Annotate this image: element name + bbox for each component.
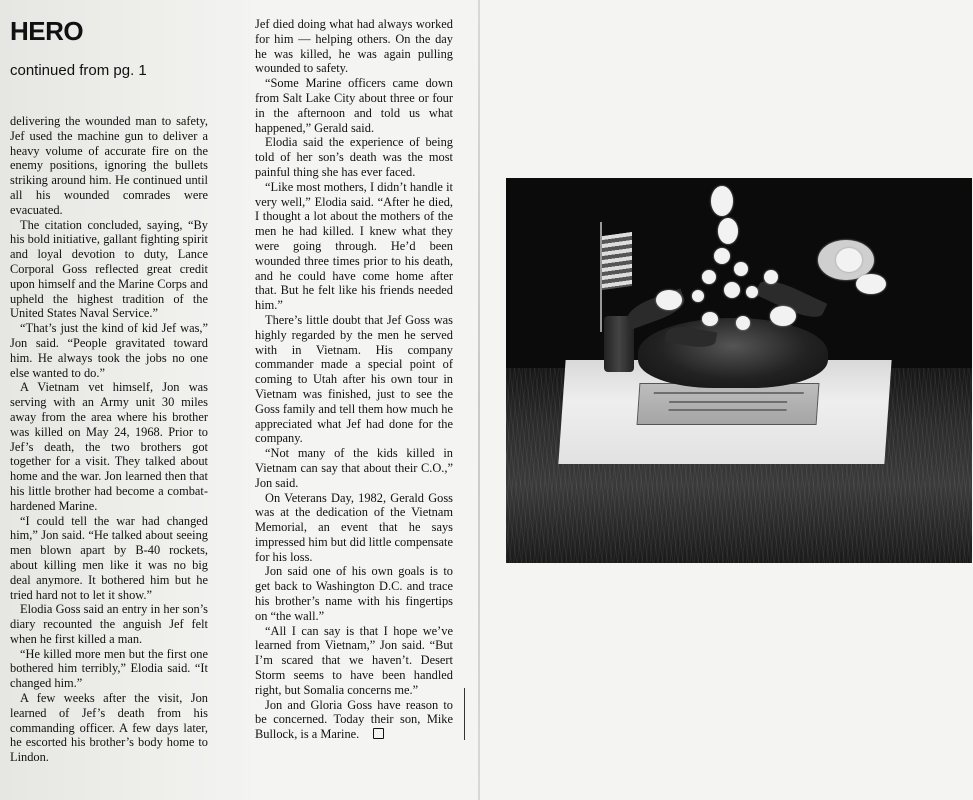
paragraph: The citation concluded, saying, “By his bold initiative, gallant fighting spirit and loyal devotion to duty, Lance Corporal Goss reflected great credit upon himself and the Marine Corps and upheld the highest tradition of the United States Naval Service.” [10,217,208,321]
paragraph: “That’s just the kind of kid Jef was,” Jon said. “People gravitated toward him. He always took the jobs no one else wanted to do.” [10,321,208,380]
flower [724,282,740,298]
flower [856,274,886,294]
paragraph: “Not many of the kids killed in Vietnam can say that about their C.O.,” Jon said. [255,446,453,490]
flower [656,290,682,310]
paragraph: A few weeks after the visit, Jon learned of Jef’s death from his commanding officer. A few days later, he escorted his brother’s body home to Lindon. [10,691,208,765]
flower [836,248,862,272]
grave-photo [506,178,972,563]
flower [770,306,796,326]
paragraph-text: Jon and Gloria Goss have reason to be concerned. Today their son, Mike Bullock, is a Marine. [255,697,453,742]
page-fold [478,0,480,800]
flower [734,262,748,276]
paragraph: A Vietnam vet himself, Jon was serving with an Army unit 30 miles away from the area where his brother was killed on May 24, 1968. Prior to Jef’s death, the two brothers got together for a visit. They talked about home and the war. Jon learned then that his little brother had become a combat-hardened Marine. [10,380,208,513]
paragraph: “All I can say is that I hope we’ve learned from Vietnam,” Jon said. “But I’m scared that we haven’t. Desert Storm seems to have been handled right, but Somalia concerns me.” [255,623,453,697]
continued-line: continued from pg. 1 [10,62,147,79]
paragraph: Jef died doing what had always worked for him — helping others. On the day he was killed, he was again pulling wounded to safety. [255,17,453,76]
paragraph: On Veterans Day, 1982, Gerald Goss was at the dedication of the Vietnam Memorial, an event that he says impressed him but did little compensate for his loss. [255,490,453,564]
flower [702,312,718,326]
paragraph: Jon said one of his own goals is to get back to Washington D.C. and trace his brother’s name with his fingertips on “the wall.” [255,564,453,623]
flower [714,248,730,264]
flower [711,186,733,216]
end-mark-icon [373,728,384,739]
paragraph: Elodia Goss said an entry in her son’s diary recounted the anguish Jef felt when he first killed a man. [10,602,208,646]
article-column-1 [10,114,208,765]
paragraph: delivering the wounded man to safety, Jef used the machine gun to deliver a heavy volume of accurate fire on the enemy positions, ignoring the bullets striking around him. He continued until all his wounded comrades were evacuated. [10,114,208,217]
flower [702,270,716,284]
headline: HERO [10,16,84,46]
flower [764,270,778,284]
article-column-2 [255,17,453,742]
flower [746,286,758,298]
paragraph: “Some Marine officers came down from Salt Lake City about three or four in the afternoon and told us what happened,” Gerald said. [255,76,453,135]
column-rule [464,688,465,740]
paragraph: “He killed more men but the first one bothered him terribly,” Elodia said. “It changed him.” [10,646,208,691]
grave-plaque [637,383,820,425]
paragraph-last [255,698,453,742]
paragraph: There’s little doubt that Jef Goss was highly regarded by the men he served with in Vietnam. His company commander made a special point of coming to Utah after his own tour in Vietnam was finished, just to see the Goss family and tell them how much he appreciated what Jef had done for the company. [255,312,453,446]
flower-arrangement [638,318,828,388]
flower [718,218,738,244]
paragraph: “I could tell the war had changed him,” Jon said. “He talked about seeing men blown apart by B-40 rockets, about killing men like it was no big deal anymore. It bothered him but he tried hard not to let it show.” [10,513,208,602]
paragraph: “Like most mothers, I didn’t handle it very well,” Elodia said. “After he died, I thought a lot about the mothers of the men he had killed. I knew what they were going through. He’d been wounded three times prior to his death, and he could have come home after that. But he felt like his friends needed him.” [255,179,453,313]
flower [736,316,750,330]
paragraph: Elodia said the experience of being told of her son’s death was the most painful thing she has ever faced. [255,135,453,179]
flower [692,290,704,302]
flag-icon [602,232,632,290]
